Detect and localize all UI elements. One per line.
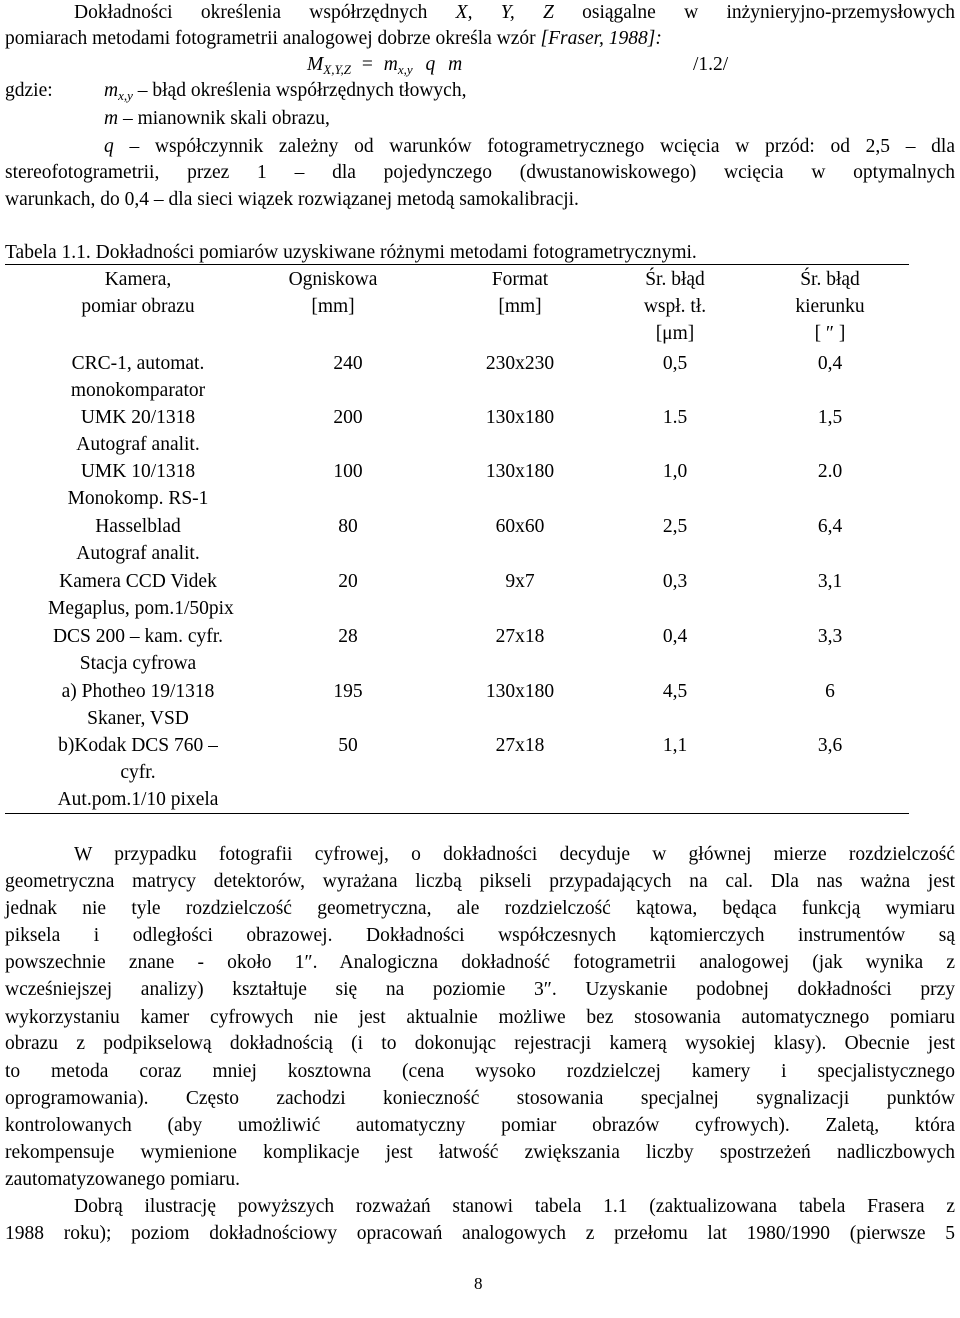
- table-cell-camera: UMK 20/1318: [80, 407, 196, 428]
- body-p2-line: 1988 roku); poziom dokładnościowy opracowań analogowych z przełomu lat 1980/1990 (pierwsze 5: [5, 1223, 955, 1244]
- table-cell-dir: 6,4: [817, 516, 843, 537]
- table-cell-focal: 50: [338, 735, 358, 756]
- table-cell-dir: 3,3: [817, 626, 843, 647]
- table-cell-coord: 4,5: [662, 681, 688, 702]
- table-cell-camera: UMK 10/1318: [80, 461, 196, 482]
- body-p1-line: W przypadku fotografii cyfrowej, o dokładności decyduje w głównej mierze rozdzielczość: [74, 844, 955, 865]
- table-cell-dir: 0,4: [817, 353, 843, 374]
- header-focal-1: Ogniskowa: [288, 269, 378, 290]
- definition-q-cont-2: warunkach, do 0,4 – dla sieci wiązek rozwiązanej metodą samokalibracji.: [5, 189, 579, 210]
- header-camera-2: pomiar obrazu: [81, 296, 195, 317]
- table-cell-format: 27x18: [495, 626, 545, 647]
- table-cell-focal: 20: [338, 571, 358, 592]
- body-p1-line: piksela i odległości obrazowej. Dokładności współczesnych kątomierczych instrumentów są: [5, 925, 955, 946]
- table-cell-coord: 1,0: [662, 461, 688, 482]
- table-cell-focal: 200: [333, 407, 363, 428]
- table-cell-focal: 240: [333, 353, 363, 374]
- table-cell-format: 130x180: [485, 407, 555, 428]
- intro-line-2: pomiarach metodami fotogrametrii analogowej dobrze określa wzór [Fraser, 1988]:: [5, 28, 662, 49]
- header-coord-1: Śr. błąd: [645, 269, 705, 290]
- table-cell-coord: 0,3: [662, 571, 688, 592]
- table-cell-camera: a) Photheo 19/1318: [61, 681, 215, 702]
- table-cell-camera: Monokomp. RS-1: [67, 488, 209, 509]
- table-cell-coord: 1.5: [662, 407, 688, 428]
- header-camera-1: Kamera,: [104, 269, 172, 290]
- header-coord-2: wspł. tł.: [643, 296, 707, 317]
- table-cell-focal: 195: [333, 681, 363, 702]
- body-p1-line: jednak nie tyle rozdzielczość geometryczna, ale rozdzielczość kątowa, będąca funkcją wymiaru: [5, 898, 955, 919]
- header-dir-1: Śr. błąd: [800, 269, 860, 290]
- formula-number: /1.2/: [693, 54, 729, 75]
- table-bottom-rule: [5, 813, 909, 814]
- table-cell-camera: Megaplus, pom.1/50pix: [48, 598, 234, 619]
- definitions-label: gdzie:: [5, 80, 53, 101]
- table-cell-camera: Hasselblad: [95, 516, 181, 537]
- body-p1-line: zautomatyzowanego pomiaru.: [5, 1169, 240, 1190]
- body-p1-line: oprogramowania). Często zachodzi konieczność stosowania specjalnej sygnalizacji punktów: [5, 1088, 955, 1109]
- header-focal-2: [mm]: [311, 296, 355, 317]
- table-cell-dir: 1,5: [817, 407, 843, 428]
- body-p1-line: to metoda coraz mniej kosztowna (cena wysoko rozdzielczej kamery i specjalistycznego: [5, 1061, 955, 1082]
- table-cell-camera: CRC-1, automat.: [71, 353, 205, 374]
- table-cell-format: 130x180: [485, 681, 555, 702]
- header-format-1: Format: [491, 269, 549, 290]
- body-p1-line: obrazu z podpikselową dokładnością (i to dokonując rejestracji kamerą wysokiej klasy). Obecnie jest: [5, 1033, 955, 1054]
- table-cell-camera: monokomparator: [70, 380, 206, 401]
- table-cell-focal: 100: [333, 461, 363, 482]
- body-p1-line: powszechnie znane - około 1″. Analogiczna dokładność fotogrametrii analogowej (jak wynika z: [5, 952, 955, 973]
- table-cell-camera: DCS 200 – kam. cyfr.: [52, 626, 224, 647]
- intro-line-1: Dokładności określenia współrzędnych X, Y, Z osiągalne w inżynieryjno-przemysłowych: [74, 2, 955, 23]
- table-cell-camera: Skaner, VSD: [87, 708, 189, 729]
- definition-mxy: $m_{x,y}$ – błąd określenia współrzędnych tłowych,: [104, 80, 467, 103]
- definition-q: q – współczynnik zależny od warunków fotogrametrycznego wcięcia w przód: od 2,5 – dla: [104, 136, 955, 157]
- table-cell-focal: 80: [338, 516, 358, 537]
- definition-m: m – mianownik skali obrazu,: [104, 108, 330, 129]
- table-cell-coord: 2,5: [662, 516, 688, 537]
- page-number: 8: [474, 1274, 483, 1293]
- formula: $M_{X,Y,Z} = m_{x,y}$ q m: [307, 54, 463, 77]
- table-cell-coord: 1,1: [662, 735, 688, 756]
- table-cell-camera: Autograf analit.: [76, 434, 200, 455]
- table-cell-format: 9x7: [505, 571, 535, 592]
- table-cell-coord: 0,5: [662, 353, 688, 374]
- table-top-rule: [5, 264, 909, 265]
- table-cell-camera: Autograf analit.: [76, 543, 200, 564]
- header-dir-3: [ ″ ]: [814, 323, 846, 344]
- table-cell-dir: 6: [825, 681, 835, 702]
- table-cell-coord: 0,4: [662, 626, 688, 647]
- table-cell-format: 230x230: [485, 353, 555, 374]
- table-cell-dir: 3,6: [817, 735, 843, 756]
- header-coord-3: [μm]: [655, 323, 695, 344]
- header-format-2: [mm]: [498, 296, 542, 317]
- table-cell-format: 130x180: [485, 461, 555, 482]
- definition-q-cont-1: stereofotogrametrii, przez 1 – dla pojedynczego (dwustanowiskowego) wcięcia w optymalnych: [5, 162, 955, 183]
- body-p1-line: rekompensuje wymienione komplikacje jest łatwość zwiększania liczby spostrzeżeń nadliczbowych: [5, 1142, 955, 1163]
- header-dir-2: kierunku: [795, 296, 865, 317]
- table-cell-dir: 3,1: [817, 571, 843, 592]
- table-cell-dir: 2.0: [817, 461, 843, 482]
- table-cell-camera: b)Kodak DCS 760 –: [58, 735, 218, 756]
- table-cell-camera: Kamera CCD Videk: [59, 571, 217, 592]
- table-cell-focal: 28: [338, 626, 358, 647]
- body-p1-line: geometryczna matrycy detektorów, wyrażana liczbą pikseli przypadających na cal. Dla nas ważna jest: [5, 871, 955, 892]
- table-cell-camera: Stacja cyfrowa: [79, 653, 197, 674]
- body-p1-line: kontrolowanych (aby umożliwić automatyczny pomiar obrazów cyfrowych). Zaletą, która: [5, 1115, 955, 1136]
- table-cell-camera: cyfr.: [120, 762, 156, 783]
- body-p1-line: wykorzystaniu kamer cyfrowych nie jest aktualnie możliwe bez stosowania automatycznego pomiaru: [5, 1007, 955, 1028]
- table-cell-format: 27x18: [495, 735, 545, 756]
- body-p2-line: Dobrą ilustrację powyższych rozważań stanowi tabela 1.1 (zaktualizowana tabela Frasera z: [74, 1196, 955, 1217]
- table-caption: Tabela 1.1. Dokładności pomiarów uzyskiwane różnymi metodami fotogrametrycznymi.: [5, 242, 697, 263]
- body-p1-line: wcześniejszej analizy) kształtuje się na poziomie 3″. Uzyskanie podobnej dokładności przy: [5, 979, 955, 1000]
- table-cell-camera: Aut.pom.1/10 pixela: [57, 789, 219, 810]
- table-cell-format: 60x60: [495, 516, 545, 537]
